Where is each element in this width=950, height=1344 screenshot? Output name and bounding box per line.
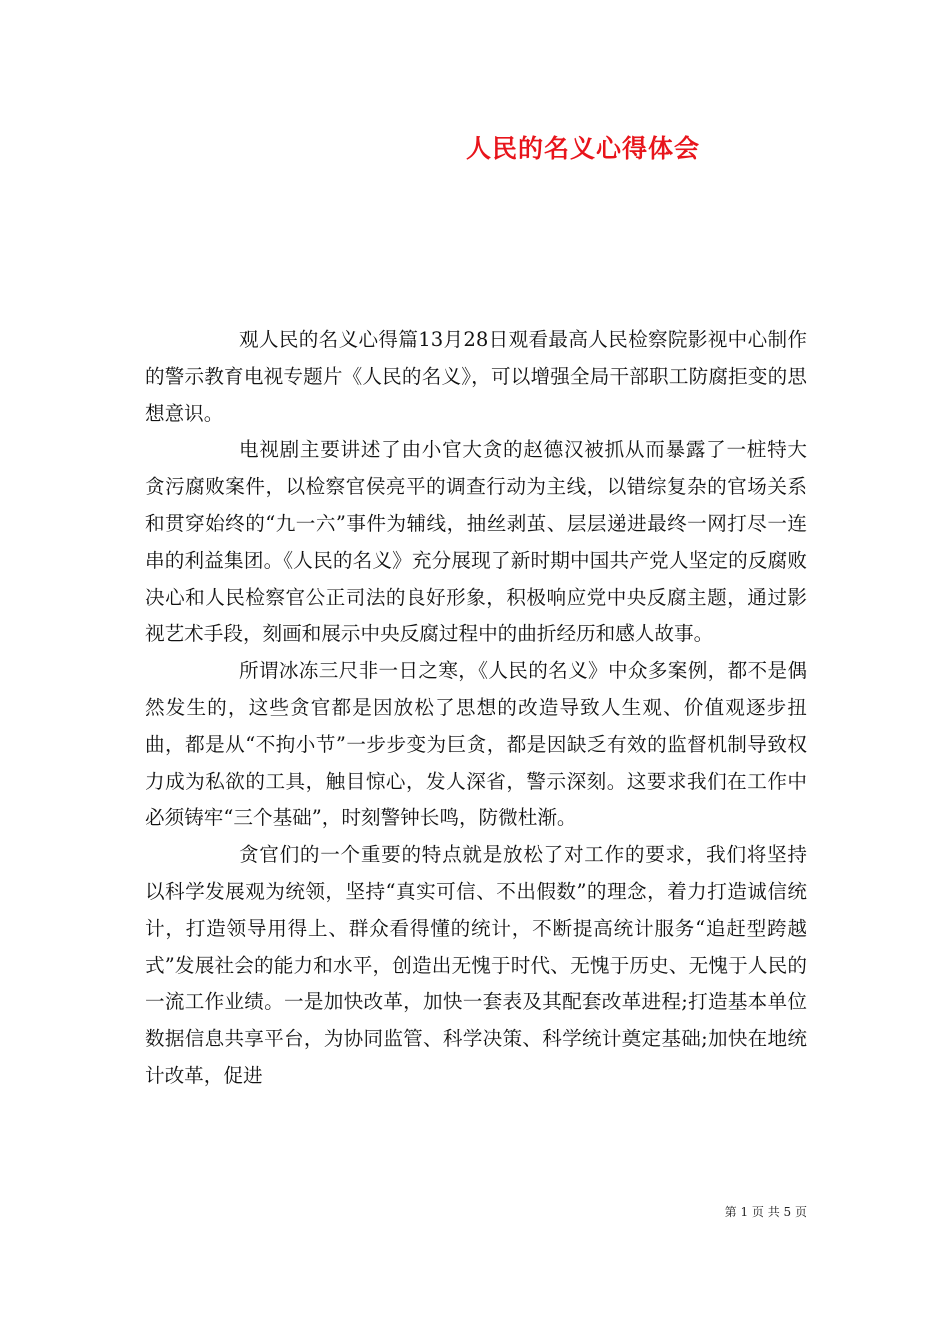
document-body xyxy=(145,322,807,1095)
paragraph-1: 观人民的名义心得篇13月28日观看最高人民检察院影视中心制作的警示教育电视专题片《人民的名义》，可以增强全局干部职工防腐拒变的思想意识。 xyxy=(145,328,807,425)
paragraph-3: 所谓冰冻三尺非一日之寒，《人民的名义》中众多案例，都不是偶然发生的，这些贪官都是因放松了思想的改造导致人生观、价值观逐步扭曲，都是从“不拘小节”一步步变为巨贪，都是因缺乏有效的监督机制导致权力成为私欲的工具，触目惊心，发人深省，警示深刻。这要求我们在工作中必须铸牢“三个基础”，时刻警钟长鸣，防微杜渐。 xyxy=(145,659,807,830)
page-number-footer: 第 1 页 共 5 页 xyxy=(724,1205,807,1219)
document-title: 人民的名义心得体会 xyxy=(465,134,700,163)
paragraph-4: 贪官们的一个重要的特点就是放松了对工作的要求，我们将坚持以科学发展观为统领，坚持“真实可信、不出假数”的理念，着力打造诚信统计，打造领导用得上、群众看得懂的统计，不断提高统计服务“追赶型跨越式”发展社会的能力和水平，创造出无愧于时代、无愧于历史、无愧于人民的一流工作业绩。一是加快改革，加快一套表及其配套改革进程;打造基本单位数据信息共享平台，为协同监管、科学决策、科学统计奠定基础;加快在地统计改革，促进 xyxy=(145,843,807,1087)
paragraph-2: 电视剧主要讲述了由小官大贪的赵德汉被抓从而暴露了一桩特大贪污腐败案件，以检察官侯亮平的调查行动为主线，以错综复杂的官场关系和贯穿始终的“九一六”事件为辅线，抽丝剥茧、层层递进最终一网打尽一连串的利益集团。《人民的名义》充分展现了新时期中国共产党人坚定的反腐败决心和人民检察官公正司法的良好形象，积极响应党中央反腐主题，通过影视艺术手段，刻画和展示中央反腐过程中的曲折经历和感人故事。 xyxy=(145,438,807,646)
